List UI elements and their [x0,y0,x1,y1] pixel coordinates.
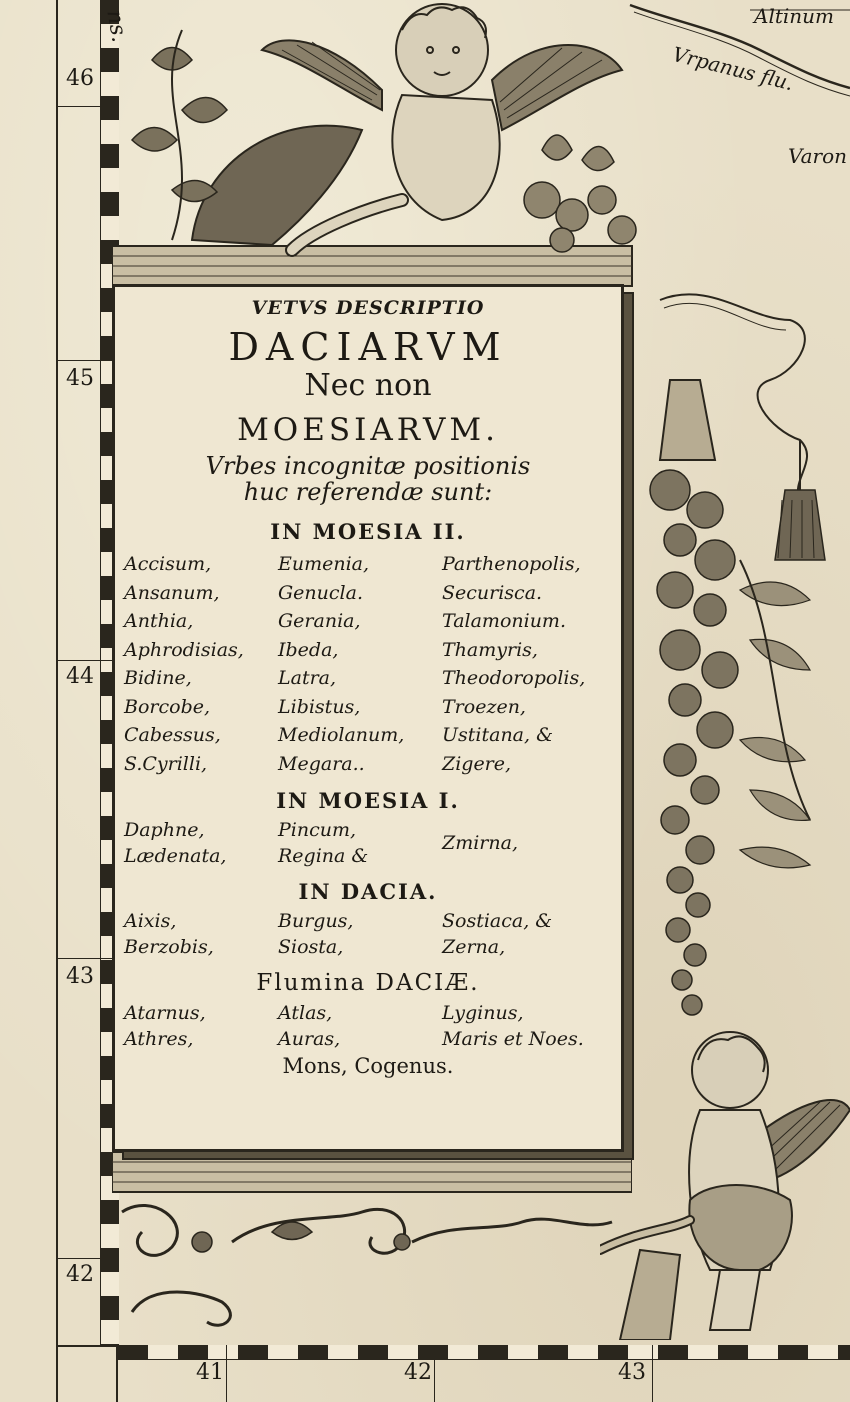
list-item: Eumenia, [278,553,370,575]
longitude-label-43: 43 [618,1360,646,1385]
cartouche-nec-non: Nec non [304,368,432,403]
list-item: Genucla. [278,581,363,604]
section-moesia-i-title: IN MOESIA I. [276,788,460,813]
latitude-label-44: 44 [66,664,94,689]
section-dacia-title: IN DACIA. [298,879,438,904]
list-item: Thamyris, [442,638,538,661]
list-item: Aixis, [124,910,177,932]
list-item: Troezen, [442,695,526,718]
lat-tick [56,1258,118,1259]
longitude-label-42: 42 [404,1360,432,1385]
section-moesia-ii-list [115,550,621,778]
list-item: Ibeda, [278,638,339,661]
longitude-label-41: 41 [196,1360,224,1385]
list-item: Regina & [278,845,369,867]
section-flumina-title: Flumina DACIÆ. [256,970,480,996]
list-item: Bidine, [124,667,192,689]
list-item: Ustitana, & [442,724,553,746]
list-item: Lædenata, [124,845,227,867]
list-item: Lyginus, [442,1002,524,1024]
lat-tick [56,360,118,361]
list-item: Talamonium. [442,610,566,632]
list-item: Siosta, [278,936,344,958]
list-item: Ansanum, [124,581,220,604]
place-altinum: Altinum [754,4,834,28]
latitude-label-45: 45 [66,366,94,391]
list-item: Accisum, [124,553,212,575]
list-item: Maris et Noes. [442,1028,584,1050]
cherub-ornament-bottom [600,1010,850,1340]
fruit-garland-ornament [620,260,850,1080]
list-item: Parthenopolis, [442,553,581,575]
list-item: Auras, [278,1028,341,1050]
cartouche-note-line2: huc referendæ sunt: [243,478,493,506]
list-item: Atarnus, [124,1002,206,1024]
lon-tick [434,1345,435,1402]
longitude-scale [118,1345,850,1360]
place-urpanus-river: Vrpanus flu. [670,42,797,96]
cartouche-footer-mons: Mons, Cogenus. [282,1054,454,1078]
list-item: Gerania, [278,610,361,632]
list-item: Burgus, [278,910,354,932]
section-moesia-ii-title: IN MOESIA II. [270,519,466,544]
latitude-label-42: 42 [66,1262,94,1287]
list-item: S.Cyrilli, [124,752,208,775]
latitude-label-43: 43 [66,964,94,989]
list-item: Libistus, [278,695,361,718]
list-item: Megara.. [278,752,365,775]
list-item: Athres, [124,1028,194,1050]
list-item: Latra, [278,667,337,689]
lon-tick [652,1345,653,1402]
list-item: Zmirna, [442,832,518,854]
section-moesia-i-list [115,817,621,869]
list-item: Anthia, [124,610,194,632]
section-dacia-list [115,908,621,960]
list-item: Mediolanum, [278,724,405,746]
section-flumina-list [115,1000,621,1052]
list-item: Zerna, [442,936,506,958]
cartouche-subtitle: VETVS DESCRIPTIO [251,297,485,319]
list-item: Pincum, [278,819,357,841]
list-item: Aphrodisias, [124,638,244,661]
cartouche-note-line1: Vrbes incognitæ positionis [205,452,531,480]
list-item: Daphne, [124,819,205,841]
cartouche-base-ornament [112,1152,632,1342]
cartouche-title-daciarum: DACIARVM [228,325,508,369]
list-item: Theodoropolis, [442,667,586,689]
list-item: Securisca. [442,581,543,604]
lon-tick [226,1345,227,1402]
latitude-label-46: 46 [66,66,94,91]
list-item: Sostiaca, & [442,910,553,932]
list-item: Cabessus, [124,724,221,746]
cartouche-title-moesiarum: MOESIARVM. [237,412,499,448]
lat-tick [56,106,118,107]
cherub-ornament-top [112,0,652,290]
edge-place-fragment: ns. [101,8,132,45]
lat-tick [56,660,118,661]
place-varon: Varon [788,144,848,168]
list-item: Borcobe, [124,695,211,718]
lat-tick [56,958,118,959]
list-item: Atlas, [278,1002,333,1024]
list-item: Berzobis, [124,936,214,958]
title-cartouche [112,284,624,1152]
list-item: Zigere, [442,752,512,775]
